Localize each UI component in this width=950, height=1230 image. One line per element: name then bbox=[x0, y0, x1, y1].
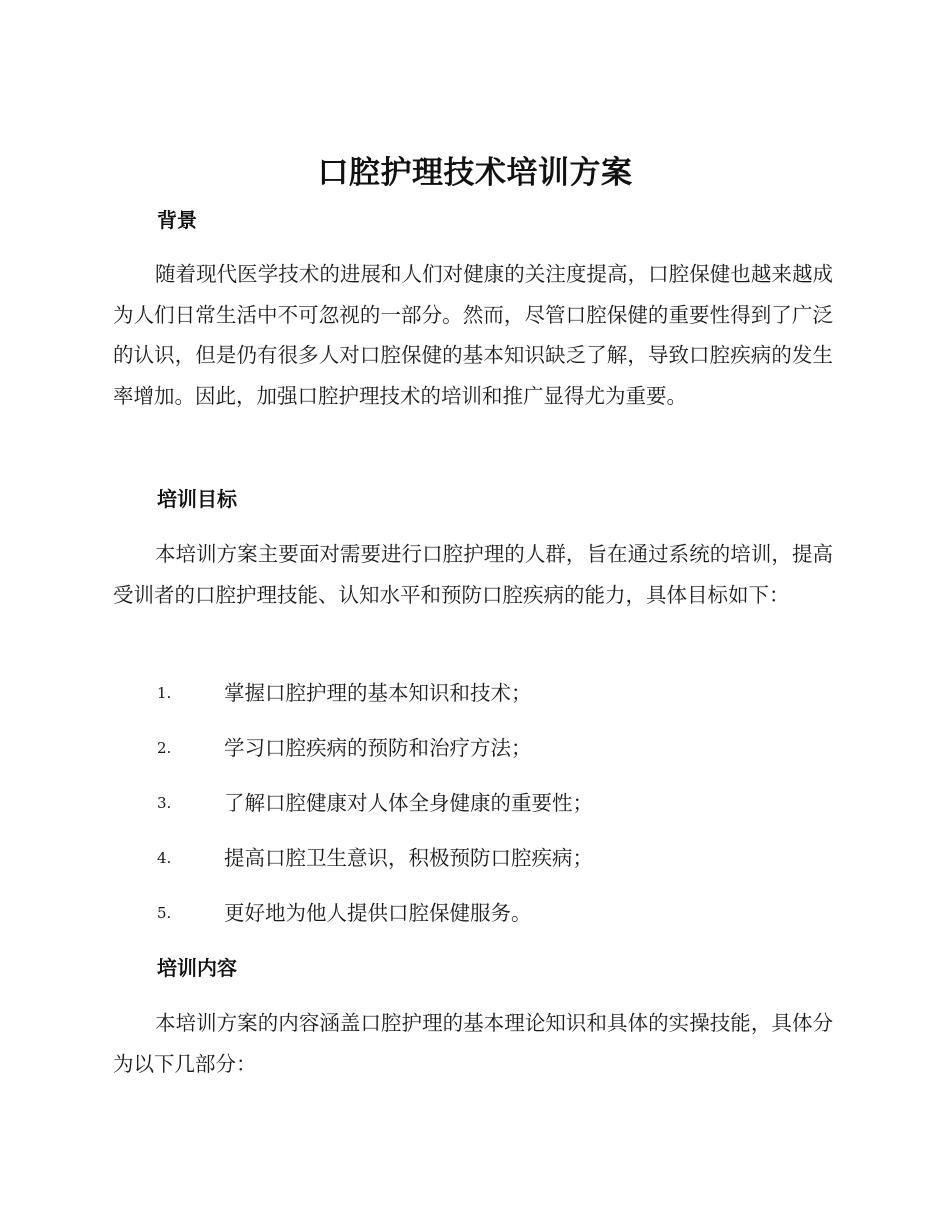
list-item-text: 学习口腔疾病的预防和治疗方法； bbox=[224, 736, 532, 760]
list-item-number: 3. bbox=[157, 794, 172, 812]
background-paragraph: 随着现代医学技术的进展和人们对健康的关注度提高，口腔保健也越来越成为人们日常生活中不可忽视的一部分。然而，尽管口腔保健的重要性得到了广泛的认识，但是仍有很多人对口腔保健的基本知识缺乏了解，导致口腔疾病的发生率增加。因此，加强口腔护理技术的培训和推广显得尤为重要。 bbox=[113, 262, 833, 408]
goals-paragraph: 本培训方案主要面对需要进行口腔护理的人群，旨在通过系统的培训，提高受训者的口腔护理技能、认知水平和预防口腔疾病的能力，具体目标如下： bbox=[113, 542, 833, 607]
list-item bbox=[0, 898, 950, 928]
list-item-text: 提高口腔卫生意识，积极预防口腔疾病； bbox=[224, 846, 593, 870]
list-item-text: 了解口腔健康对人体全身健康的重要性； bbox=[224, 791, 593, 815]
list-item bbox=[0, 733, 950, 763]
list-item-number: 4. bbox=[157, 849, 172, 867]
list-item-number: 5. bbox=[157, 904, 172, 922]
list-item bbox=[0, 788, 950, 818]
section-heading-goals: 培训目标 bbox=[157, 487, 237, 511]
list-item-text: 掌握口腔护理的基本知识和技术； bbox=[224, 681, 532, 705]
list-item bbox=[0, 843, 950, 873]
document-title: 口腔护理技术培训方案 bbox=[317, 155, 633, 191]
section-heading-content: 培训内容 bbox=[157, 956, 237, 980]
list-item-number: 2. bbox=[157, 739, 172, 757]
list-item bbox=[0, 678, 950, 708]
content-paragraph: 本培训方案的内容涵盖口腔护理的基本理论知识和具体的实操技能，具体分为以下几部分： bbox=[113, 1011, 833, 1076]
list-item-number: 1. bbox=[157, 684, 172, 702]
list-item-text: 更好地为他人提供口腔保健服务。 bbox=[224, 901, 532, 925]
section-heading-background: 背景 bbox=[157, 208, 197, 232]
